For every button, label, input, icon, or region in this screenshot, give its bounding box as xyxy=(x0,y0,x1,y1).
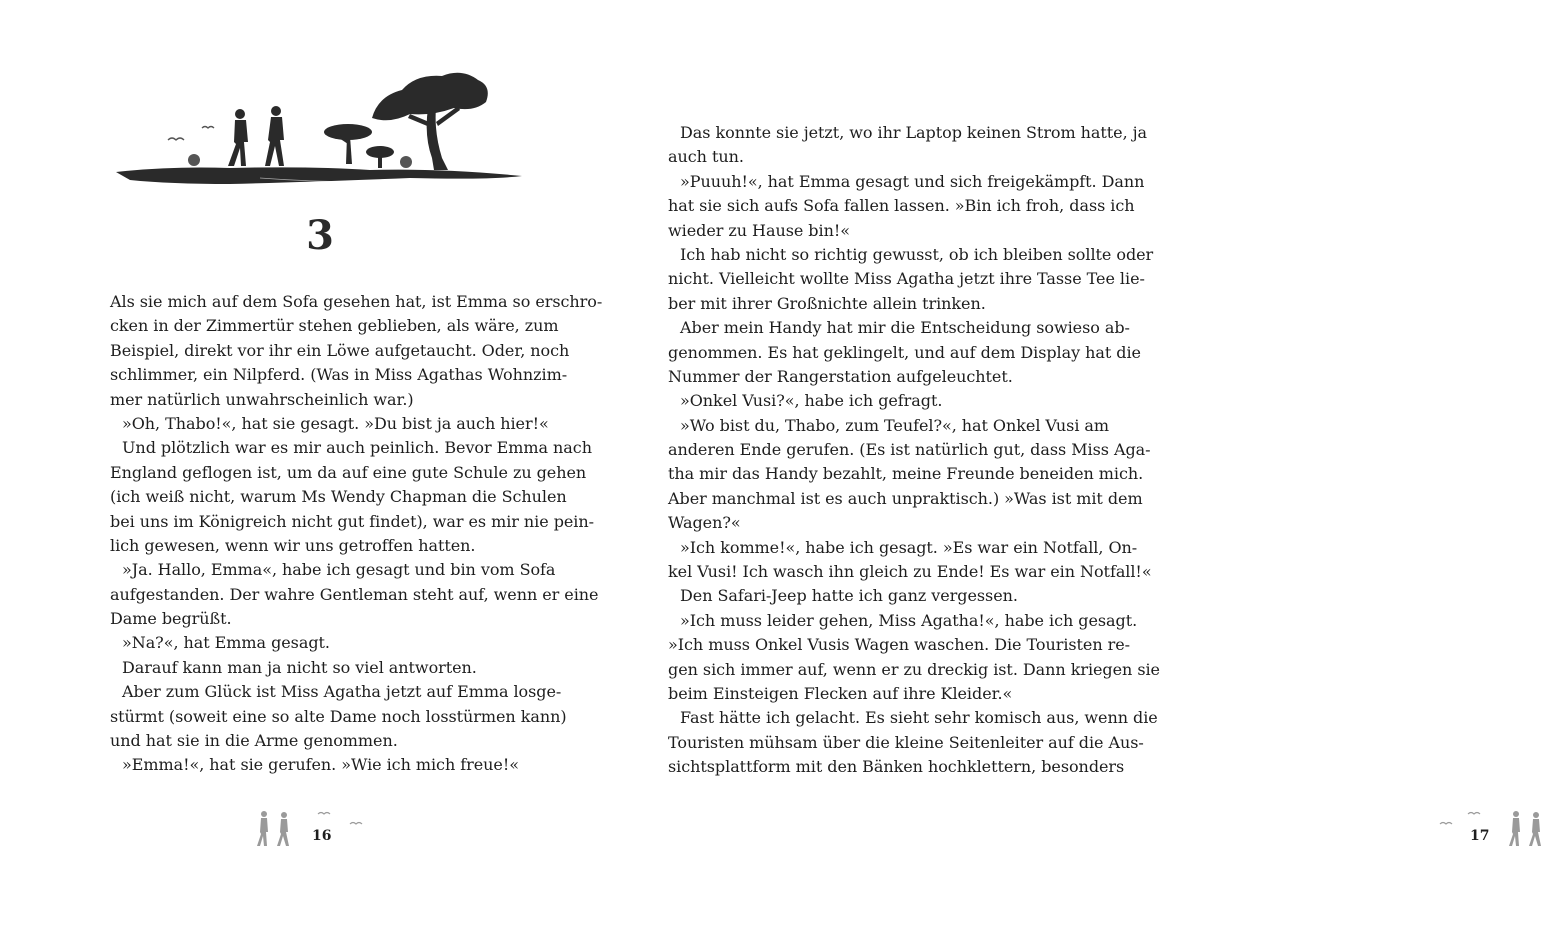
text-line: Das konnte sie jetzt, wo ihr Laptop keinen Strom hatte, ja xyxy=(680,123,1148,142)
text-line: beim Einsteigen Flecken auf ihre Kleider.« xyxy=(668,683,1013,703)
text-line: Fast hätte ich gelacht. Es sieht sehr komisch aus, wenn die xyxy=(680,708,1158,728)
text-line: Als sie mich auf dem Sofa gesehen hat, ist Emma so erschro- xyxy=(110,292,603,311)
page-number-left: 16 xyxy=(312,828,332,844)
text-line: genommen. Es hat geklingelt, und auf dem Display hat die xyxy=(668,342,1141,362)
text-line: Wagen?« xyxy=(668,513,741,533)
text-line: und hat sie in die Arme genommen. xyxy=(110,731,398,751)
right-page-footer xyxy=(1430,806,1550,850)
text-line: »Wo bist du, Thabo, zum Teufel?«, hat Onkel Vusi am xyxy=(680,415,1110,435)
text-line: kel Vusi! Ich wasch ihn gleich zu Ende! Es war ein Notfall!« xyxy=(668,562,1152,582)
left-page-footer xyxy=(252,806,372,850)
text-line: Ich hab nicht so richtig gewusst, ob ich bleiben sollte oder xyxy=(680,244,1154,264)
text-line: Aber manchmal ist es auch unpraktisch.) »Was ist mit dem xyxy=(668,488,1143,508)
birds-with-two-children-walking-icon xyxy=(1430,806,1550,850)
text-line: wieder zu Hause bin!« xyxy=(668,220,850,240)
text-line: England geflogen ist, um da auf eine gute Schule zu gehen xyxy=(110,462,587,482)
text-line: Und plötzlich war es mir auch peinlich. Bevor Emma nach xyxy=(122,438,592,458)
text-line: nicht. Vielleicht wollte Miss Agatha jetzt ihre Tasse Tee lie- xyxy=(668,269,1145,289)
text-line: Aber mein Handy hat mir die Entscheidung sowieso ab- xyxy=(680,318,1130,338)
text-line: »Ich muss leider gehen, Miss Agatha!«, habe ich gesagt. xyxy=(680,610,1138,630)
text-line: (ich weiß nicht, warum Ms Wendy Chapman die Schulen xyxy=(110,487,567,507)
text-line: cken in der Zimmertür stehen geblieben, als wäre, zum xyxy=(110,316,559,336)
text-line: gen sich immer auf, wenn er zu dreckig ist. Dann kriegen sie xyxy=(668,659,1160,679)
text-line: mer natürlich unwahrscheinlich war.) xyxy=(110,389,414,409)
text-line: »Ich komme!«, habe ich gesagt. »Es war ein Notfall, On- xyxy=(680,537,1138,557)
right-page-body-text xyxy=(668,121,1160,780)
left-page xyxy=(0,0,603,934)
text-line: aufgestanden. Der wahre Gentleman steht auf, wenn er eine xyxy=(110,584,599,604)
text-line: Beispiel, direkt vor ihr ein Löwe aufgetaucht. Oder, noch xyxy=(110,340,570,360)
text-line: Aber zum Glück ist Miss Agatha jetzt auf Emma losge- xyxy=(122,682,562,702)
text-line: »Puuuh!«, hat Emma gesagt und sich freigekämpft. Dann xyxy=(680,171,1145,191)
savanna-silhouette-illustration xyxy=(110,62,530,198)
text-line: lich gewesen, wenn wir uns getroffen hatten. xyxy=(110,535,476,555)
text-line: »Emma!«, hat sie gerufen. »Wie ich mich freue!« xyxy=(122,755,519,775)
chapter-number: 3 xyxy=(306,212,334,259)
left-page-body-text xyxy=(110,290,603,778)
text-line: auch tun. xyxy=(668,147,744,167)
text-line: »Ich muss Onkel Vusis Wagen waschen. Die Touristen re- xyxy=(668,635,1131,655)
text-line: anderen Ende gerufen. (Es ist natürlich gut, dass Miss Aga- xyxy=(668,440,1151,460)
text-line: sichtsplattform mit den Bänken hochklettern, besonders xyxy=(668,757,1125,777)
text-line: Dame begrüßt. xyxy=(110,609,232,629)
text-line: »Na?«, hat Emma gesagt. xyxy=(122,633,330,653)
text-line: »Oh, Thabo!«, hat sie gesagt. »Du bist ja auch hier!« xyxy=(122,413,549,433)
page-number-right: 17 xyxy=(1470,828,1490,844)
text-line: »Onkel Vusi?«, habe ich gefragt. xyxy=(680,391,943,411)
text-line: schlimmer, ein Nilpferd. (Was in Miss Agathas Wohnzim- xyxy=(110,365,568,385)
text-line: hat sie sich aufs Sofa fallen lassen. »Bin ich froh, dass ich xyxy=(668,196,1135,216)
text-line: tha mir das Handy bezahlt, meine Freunde beneiden mich. xyxy=(668,464,1144,484)
text-line: Den Safari-Jeep hatte ich ganz vergessen. xyxy=(680,586,1018,606)
text-line: ber mit ihrer Großnichte allein trinken. xyxy=(668,293,986,313)
text-line: Nummer der Rangerstation aufgeleuchtet. xyxy=(668,366,1013,386)
text-line: »Ja. Hallo, Emma«, habe ich gesagt und bin vom Sofa xyxy=(122,560,556,580)
text-line: Touristen mühsam über die kleine Seitenleiter auf die Aus- xyxy=(668,732,1144,752)
text-line: bei uns im Königreich nicht gut findet), war es mir nie pein- xyxy=(110,511,594,531)
text-line: stürmt (soweit eine so alte Dame noch losstürmen kann) xyxy=(110,706,567,726)
text-line: Darauf kann man ja nicht so viel antworten. xyxy=(122,657,477,677)
right-page xyxy=(600,0,1490,934)
